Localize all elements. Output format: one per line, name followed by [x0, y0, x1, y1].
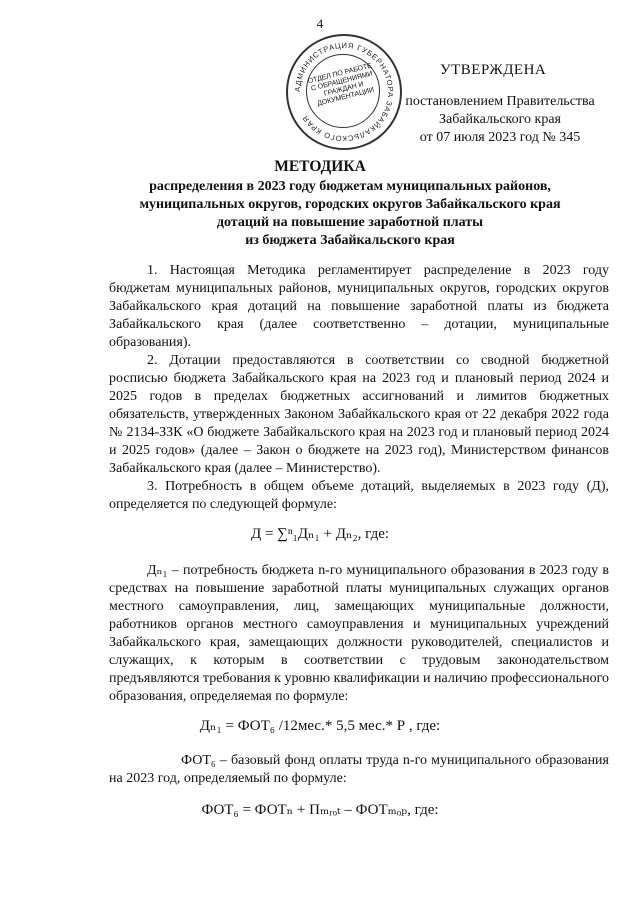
- stamp-inner-text: ОТДЕЛ ПО РАБОТЕ С ОБРАЩЕНИЯМИ ГРАЖДАН И ДОКУМЕНТАЦИИ: [307, 62, 375, 108]
- stamp-ring-text: АДМИНИСТРАЦИЯ ГУБЕРНАТОРА ЗАБАЙКАЛЬСКОГО КРАЯ: [292, 40, 396, 144]
- formula-dn1: Дₙ₁ = ФОТ₆ /12мес.* 5,5 мес.* Р , где:: [199, 718, 441, 734]
- paragraph-2: 2. Дотации предоставляются в соответствии со сводной бюджетной росписью бюджета Забайкальского края на 2023 год и плановый период 2024 и 2025 годов в пределах бюджетных ассигнований и лимитов бюджетных обязательств, утвержденных Законом Забайкальского края от 22 декабря 2022 года № 2134-ЗЗК «О бюджете Забайкальского края на 2023 год и плановый период 2024 и 2025 годов» (далее – Закон о бюджете на 2023 год), Министерством финансов Забайкальского края (далее – Министерство).: [109, 353, 609, 476]
- document-title: МЕТОДИКА: [274, 158, 366, 175]
- subtitle-line-1: распределения в 2023 году бюджетам муниципальных районов,: [149, 179, 551, 194]
- subtitle-line-4: из бюджета Забайкальского края: [245, 233, 455, 248]
- subtitle-line-2: муниципальных округов, городских округов Забайкальского края: [139, 197, 561, 212]
- paragraph-4: Дₙ₁ – потребность бюджета n-го муниципального образования в 2023 году в средствах на повышение заработной платы муниципальных служащих органов местного самоуправления, лиц, замещающих муниципальные должности, работников органов местного самоуправления и муниципальных учреждений Забайкальского края, замещающих должности руководителей, специалистов и служащих, к которым в соответствии с трудовым законодательством предъявляются требования к уровню квалификации и наличию профессионального образования, определяемая по формуле:: [109, 563, 609, 704]
- page-number: 4: [316, 16, 324, 31]
- subtitle-line-3: дотаций на повышение заработной платы: [216, 215, 484, 230]
- paragraph-3: 3. Потребность в общем объеме дотаций, выделяемых в 2023 году (Д), определяется по следующей формуле:: [109, 479, 609, 512]
- paragraph-1: 1. Настоящая Методика регламентирует распределение в 2023 году бюджетам муниципальных районов, муниципальных округов, городских округов Забайкальского края дотаций на повышение заработной платы из бюджета Забайкальского края (далее соответственно – дотации, муниципальные образования).: [109, 263, 609, 350]
- formula-total: Д = ∑ⁿ₁Дₙ₁ + Дₙ₂, где:: [250, 526, 390, 542]
- approval-word: УТВЕРЖДЕНА: [440, 62, 547, 78]
- formula-fot: ФОТ₆ = ФОТₙ + Пₘᵣₒₜ – ФОТₘₒₚ, где:: [201, 802, 439, 818]
- approval-line-2: Забайкальского края: [438, 112, 561, 127]
- approval-line-3: от 07 июля 2023 год № 345: [419, 130, 581, 145]
- paragraph-5: ФОТ₆ – базовый фонд оплаты труда n-го муниципального образования на 2023 год, определяемый по формуле:: [109, 753, 609, 786]
- approval-line-1: постановлением Правительства: [405, 94, 595, 109]
